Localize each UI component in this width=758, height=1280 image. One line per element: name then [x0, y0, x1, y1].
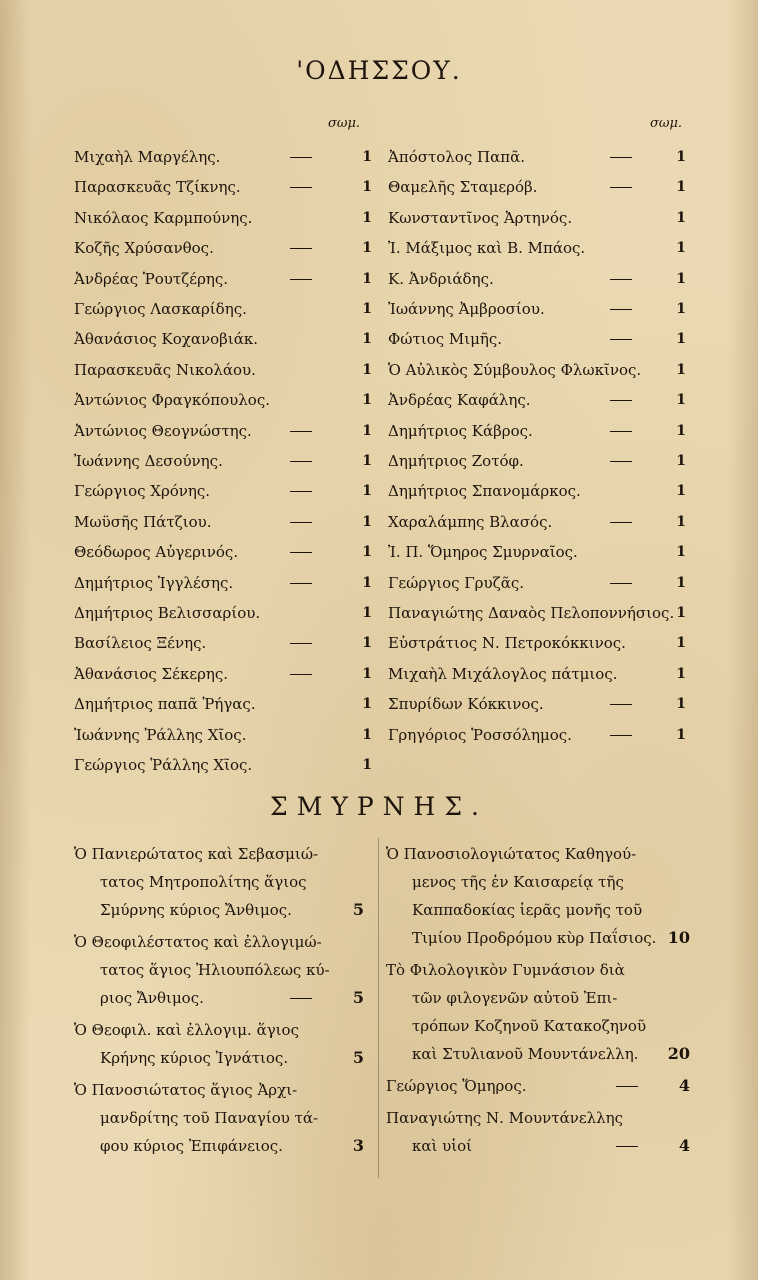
entry-line: Ὁ Πανοσιολογιώτατος Καθηγού- — [386, 845, 637, 863]
leader-dash — [290, 431, 312, 432]
subscriber-row — [74, 385, 382, 415]
subscriber-name: Γεώργιος Χρόνης. — [74, 482, 211, 501]
subscriber-name: Εὐστράτιος Ν. Πετροκόκκινος. — [388, 634, 626, 653]
subscriber-row — [74, 659, 382, 689]
subscriber-name: Ἀπόστολος Παπᾶ. — [388, 148, 525, 166]
copy-count: 1 — [362, 209, 372, 226]
subscriber-row — [74, 355, 382, 385]
subscriber-entry — [386, 1072, 696, 1100]
copy-count: 5 — [352, 988, 364, 1007]
leader-dash — [610, 583, 632, 584]
copy-count: 1 — [676, 422, 686, 439]
subscriber-name: Βασίλειος Ξένης. — [74, 634, 207, 653]
subscriber-row — [74, 294, 382, 324]
copy-count: 1 — [362, 665, 372, 682]
subscriber-name: Παρασκευᾶς Νικολάου. — [74, 360, 256, 379]
leader-dash — [290, 248, 312, 249]
subscriber-row — [74, 172, 382, 202]
subscriber-row — [388, 720, 696, 750]
entry-line: μενος τῆς ἐν Καισαρείᾳ τῆς — [412, 873, 624, 891]
copy-count: 1 — [362, 635, 372, 652]
subscriber-name: Ἰωάννης Ἀμβροσίου. — [388, 300, 545, 318]
subscriber-row — [74, 720, 382, 750]
subscriber-entry — [386, 956, 696, 1068]
copy-count: 1 — [362, 270, 372, 287]
subscriber-name: Δημήτριος Κάβρος. — [388, 421, 533, 440]
subscriber-name: Ἀντώνιος Θεογνώστης. — [74, 421, 252, 440]
leader-dash — [610, 400, 632, 401]
subscriber-row — [74, 689, 382, 719]
subscriber-name: Φώτιος Μιμῆς. — [388, 330, 503, 349]
subscriber-row — [388, 476, 696, 506]
subscriber-row — [388, 507, 696, 537]
leader-dash — [290, 491, 312, 492]
leader-dash — [290, 522, 312, 523]
subscriber-name: Θαμελῆς Σταμερόβ. — [388, 178, 538, 197]
leader-dash — [610, 431, 632, 432]
copy-count: 10 — [667, 928, 690, 947]
leader-dash — [610, 157, 632, 158]
copy-count: 1 — [676, 301, 686, 317]
leader-dash — [290, 583, 312, 584]
column-divider — [378, 838, 379, 1178]
copy-count: 4 — [678, 1076, 690, 1095]
copy-count: 1 — [676, 544, 686, 561]
subscriber-name: Δημήτριος Σπανομάρκος. — [388, 482, 581, 501]
subscriber-row — [74, 264, 382, 294]
copy-count: 1 — [362, 726, 372, 743]
subscriber-row — [74, 507, 382, 537]
entry-line: καὶ υἱοί — [412, 1137, 473, 1155]
subscriber-row — [388, 537, 696, 567]
copy-count: 3 — [352, 1136, 364, 1155]
copy-count: 1 — [676, 361, 686, 378]
leader-dash — [290, 674, 312, 675]
subscriber-entry — [74, 1076, 370, 1160]
column-header-right: σωμ. — [650, 116, 683, 131]
subscriber-row — [388, 598, 696, 628]
subscriber-row — [74, 324, 382, 354]
leader-dash — [610, 704, 632, 705]
subscriber-row — [388, 416, 696, 446]
copy-count: 1 — [362, 301, 372, 317]
subscriber-name: Παρασκευᾶς Τζίκνης. — [74, 178, 241, 197]
copy-count: 1 — [676, 574, 686, 591]
leader-dash — [610, 522, 632, 523]
copy-count: 1 — [676, 605, 686, 621]
leader-dash — [290, 998, 312, 999]
subscriber-name: Γεώργιος Λασκαρίδης. — [74, 300, 247, 318]
leader-dash — [290, 279, 312, 280]
leader-dash — [610, 735, 632, 736]
subscriber-name: Παναγιώτης Δαναὸς Πελοποννήσιος. — [388, 604, 675, 622]
copy-count: 1 — [362, 453, 372, 469]
entry-line: τῶν φιλογενῶν αὐτοῦ Ἐπι- — [412, 989, 618, 1007]
entry-line: Σμύρνης κύριος Ἄνθιμος. — [100, 901, 292, 919]
subscriber-row — [74, 598, 382, 628]
entry-line: Καππαδοκίας ἱερᾶς μονῆς τοῦ — [412, 901, 643, 919]
section-title: ΣΜΥΡΝΗΣ. — [270, 792, 488, 821]
subscriber-row — [388, 628, 696, 658]
copy-count: 1 — [362, 392, 372, 409]
subscriber-row — [388, 659, 696, 689]
copy-count: 1 — [362, 331, 372, 348]
copy-count: 1 — [676, 513, 686, 530]
subscriber-name: Ἰ. Π. Ὅμηρος Σμυρναῖος. — [388, 543, 578, 562]
copy-count: 1 — [676, 635, 686, 652]
entry-line: καὶ Στυλιανοῦ Μουντάνελλη. — [412, 1045, 639, 1063]
copy-count: 1 — [676, 696, 686, 713]
subscriber-row — [74, 233, 382, 263]
subscriber-name: Γρηγόριος Ῥοσσόλημος. — [388, 725, 572, 744]
leader-dash — [290, 461, 312, 462]
entry-line: τρόπων Κοζηνοῦ Κατακοζηνοῦ — [412, 1017, 647, 1035]
copy-count: 1 — [676, 270, 686, 287]
copy-count: 1 — [362, 544, 372, 561]
entry-line: Κρήνης κύριος Ἰγνάτιος. — [100, 1049, 289, 1067]
entry-line: Ὁ Πανοσιώτατος ἅγιος Ἀρχι- — [74, 1081, 298, 1099]
subscriber-row — [388, 172, 696, 202]
leader-dash — [616, 1146, 638, 1147]
entry-line: μανδρίτης τοῦ Παναγίου τά- — [100, 1109, 319, 1127]
copy-count: 1 — [676, 726, 686, 743]
entry-line: Τὸ Φιλολογικὸν Γυμνάσιον διὰ — [386, 961, 625, 979]
subscriber-entry — [74, 840, 370, 924]
page-title: 'ΟΔΗΣΣΟΥ. — [296, 56, 462, 85]
copy-count: 1 — [362, 240, 372, 257]
leader-dash — [616, 1086, 638, 1087]
subscriber-row — [388, 294, 696, 324]
copy-count: 1 — [676, 453, 686, 469]
leader-dash — [610, 187, 632, 188]
copy-count: 5 — [352, 1048, 364, 1067]
subscriber-name: Μωϋσῆς Πάτζιου. — [74, 512, 212, 531]
copy-count: 1 — [362, 422, 372, 439]
column-header-left: σωμ. — [328, 116, 361, 131]
copy-count: 1 — [362, 605, 372, 621]
subscriber-row — [74, 142, 382, 172]
subscriber-row — [388, 264, 696, 294]
copy-count: 1 — [676, 240, 686, 257]
copy-count: 5 — [352, 900, 364, 919]
subscriber-row — [388, 324, 696, 354]
subscriber-name: Ἰ. Μάξιμος καὶ Β. Μπάος. — [388, 239, 586, 258]
subscriber-name: Γεώργιος Ῥάλλης Χῖος. — [74, 756, 253, 774]
copy-count: 20 — [667, 1044, 690, 1063]
entry-line: φου κύριος Ἐπιφάνειος. — [100, 1137, 283, 1155]
subscriber-name: Σπυρίδων Κόκκινος. — [388, 695, 544, 714]
subscriber-name: Ἀθανάσιος Κοχανοβιάκ. — [74, 330, 258, 349]
subscriber-row — [74, 203, 382, 233]
subscriber-name: Δημήτριος Ζοτόφ. — [388, 452, 524, 470]
subscriber-row — [388, 203, 696, 233]
subscriber-name: Νικόλαος Καρμπούνης. — [74, 208, 253, 227]
subscriber-row — [388, 233, 696, 263]
subscriber-row — [74, 537, 382, 567]
subscriber-name: Κοζῆς Χρύσανθος. — [74, 239, 214, 258]
copy-count: 1 — [676, 209, 686, 226]
subscriber-row — [74, 628, 382, 658]
subscriber-name: Ἀντώνιος Φραγκόπουλος. — [74, 391, 271, 410]
copy-count: 1 — [362, 149, 372, 165]
subscriber-row — [74, 568, 382, 598]
subscriber-name: Ἀνδρέας Καφάλης. — [388, 391, 531, 410]
subscriber-row — [74, 416, 382, 446]
copy-count: 1 — [362, 696, 372, 713]
copy-count: 1 — [676, 665, 686, 682]
entry-line: Τιμίου Προδρόμου κὺρ Παΐσιος. — [412, 929, 657, 947]
entry-line: Παναγιώτης Ν. Μουντάνελλης — [386, 1109, 623, 1127]
leader-dash — [290, 157, 312, 158]
subscriber-row — [388, 142, 696, 172]
leader-dash — [290, 643, 312, 644]
subscriber-row — [388, 446, 696, 476]
copy-count: 1 — [362, 179, 372, 196]
subscriber-entry — [74, 1016, 370, 1072]
entry-line: Ὁ Θεοφιλέστατος καὶ ἐλλογιμώ- — [74, 933, 322, 951]
entry-line: Ὁ Θεοφιλ. καὶ ἐλλογιμ. ἅγιος — [74, 1021, 299, 1039]
subscriber-name: Κ. Ἀνδριάδης. — [388, 269, 494, 288]
copy-count: 1 — [362, 513, 372, 530]
leader-dash — [610, 309, 632, 310]
copy-count: 4 — [678, 1136, 690, 1155]
entry-line: Γεώργιος Ὅμηρος. — [386, 1077, 527, 1095]
entry-line: ριος Ἄνθιμος. — [100, 989, 204, 1007]
subscriber-name: Μιχαὴλ Μαργέλης. — [74, 148, 221, 166]
copy-count: 1 — [676, 149, 686, 165]
subscriber-name: Ὁ Αὐλικὸς Σύμβουλος Φλωκῖνος. — [388, 360, 642, 379]
subscriber-name: Δημήτριος Βελισσαρίου. — [74, 604, 261, 622]
leader-dash — [610, 279, 632, 280]
entry-line: τατος ἅγιος Ἡλιουπόλεως κύ- — [100, 961, 330, 979]
subscriber-name: Δημήτριος Ἰγγλέσης. — [74, 573, 234, 592]
entry-line: τατος Μητροπολίτης ἅγιος — [100, 873, 307, 891]
copy-count: 1 — [362, 757, 372, 773]
leader-dash — [290, 187, 312, 188]
subscriber-row — [388, 568, 696, 598]
subscriber-name: Ἀθανάσιος Σέκερης. — [74, 664, 229, 683]
subscriber-row — [74, 446, 382, 476]
copy-count: 1 — [362, 574, 372, 591]
leader-dash — [290, 552, 312, 553]
leader-dash — [610, 461, 632, 462]
copy-count: 1 — [362, 483, 372, 500]
subscriber-name: Ἀνδρέας Ῥουτζέρης. — [74, 269, 229, 288]
subscriber-row — [388, 355, 696, 385]
subscriber-name: Χαραλάμπης Βλασός. — [388, 512, 553, 531]
subscriber-row — [74, 476, 382, 506]
subscriber-entry — [386, 840, 696, 952]
subscriber-name: Κωνσταντῖνος Ἀρτηνός. — [388, 208, 573, 227]
subscriber-name: Γεώργιος Γρυζᾶς. — [388, 573, 525, 592]
subscriber-entry — [74, 928, 370, 1012]
subscriber-name: Ἰωάννης Ῥάλλης Χῖος. — [74, 725, 247, 744]
subscriber-name: Δημήτριος παπᾶ Ῥήγας. — [74, 695, 256, 714]
subscriber-entry — [386, 1104, 696, 1160]
subscriber-name: Θεόδωρος Αὐγερινός. — [74, 543, 239, 562]
subscriber-name: Μιχαὴλ Μιχάλογλος πάτμιος. — [388, 664, 618, 683]
copy-count: 1 — [676, 179, 686, 196]
copy-count: 1 — [676, 392, 686, 409]
subscriber-row — [74, 750, 382, 780]
copy-count: 1 — [362, 361, 372, 378]
subscriber-row — [388, 385, 696, 415]
subscriber-name: Ἰωάννης Δεσούνης. — [74, 452, 223, 470]
leader-dash — [610, 339, 632, 340]
copy-count: 1 — [676, 483, 686, 500]
subscriber-row — [388, 689, 696, 719]
entry-line: Ὁ Πανιερώτατος καὶ Σεβασμιώ- — [74, 845, 319, 863]
copy-count: 1 — [676, 331, 686, 348]
